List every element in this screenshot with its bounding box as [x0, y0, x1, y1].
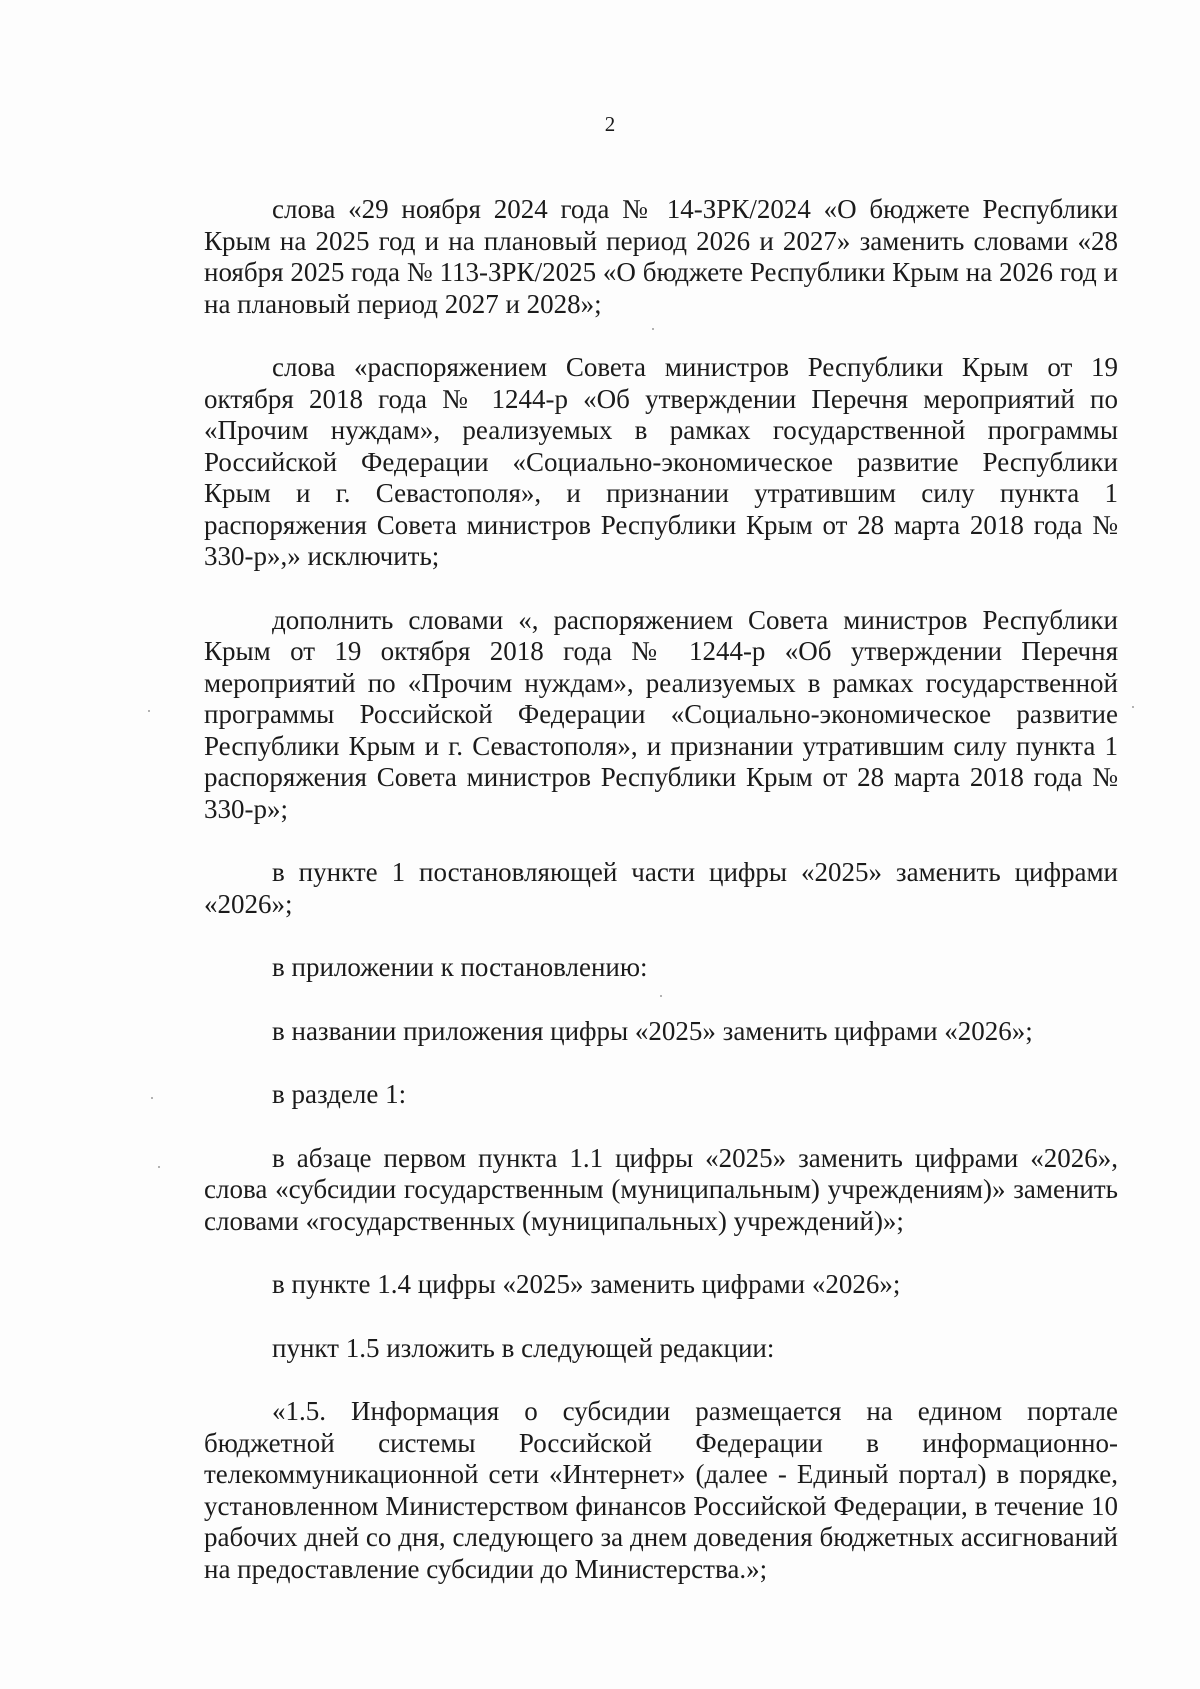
paragraph-item-1-5-text: «1.5. Информация о субсидии размещается на едином портале бюджетной системы Российской Федерации в информационно-телекоммуникационной сети «Интернет» (далее - Единый портал) в порядке, установленном Министерством финансов Российской Федерации, в течение 10 рабочих дней со дня, следующего за днем доведения бюджетных ассигнований на предоставление субсидии до Министерства.»;: [204, 1396, 1118, 1584]
paragraph-item-1-5-intro: пункт 1.5 изложить в следующей редакции:: [272, 1332, 775, 1363]
scan-speck: [1132, 706, 1134, 708]
document-body: [204, 194, 1118, 1617]
paragraph-add-order: дополнить словами «, распоряжением Совета министров Республики Крым от 19 октября 2018 года № 1244-р «Об утверждении Перечня мероприятий по «Прочим нуждам», реализуемых в рамках государственной программы Российской Федерации «Социально-экономическое развитие Республики Крым и г. Севастополя», и признании утратившим силу пункта 1 распоряжения Совета министров Республики Крым от 28 марта 2018 года № 330-р»;: [204, 604, 1118, 824]
page-number: 2: [604, 112, 616, 136]
paragraph-budget-law-replacement: слова «29 ноября 2024 года № 14-ЗРК/2024 «О бюджете Республики Крым на 2025 год и на плановый период 2026 и 2027» заменить словами «28 ноября 2025 года № 113-ЗРК/2025 «О бюджете Республики Крым на 2026 год и на плановый период 2027 и 2028»;: [204, 194, 1118, 319]
paragraph-exclude-order: слова «распоряжением Совета министров Республики Крым от 19 октября 2018 года № 1244-р «Об утверждении Перечня мероприятий по «Прочим нуждам», реализуемых в рамках государственной программы Российской Федерации «Социально-экономическое развитие Республики Крым и г. Севастополя», и признании утратившим силу пункта 1 распоряжения Совета министров Республики Крым от 28 марта 2018 года № 330-р»,» исключить;: [204, 352, 1118, 571]
paragraph-appendix-title: в названии приложения цифры «2025» заменить цифрами «2026»;: [272, 1015, 1033, 1046]
scan-speck: [148, 710, 150, 712]
paragraph-item-1-4: в пункте 1.4 цифры «2025» заменить цифрами «2026»;: [272, 1269, 901, 1299]
paragraph-clause-1: в пункте 1 постановляющей части цифры «2025» заменить цифрами «2026»;: [204, 857, 1118, 919]
scan-speck: [660, 995, 662, 997]
scan-speck: [652, 328, 654, 330]
paragraph-section-1: в разделе 1:: [272, 1079, 407, 1109]
paragraph-item-1-1: в абзаце первом пункта 1.1 цифры «2025» заменить цифрами «2026», слова «субсидии государственным (муниципальным) учреждениям)» заменить словами «государственных (муниципальных) учреждений)»;: [204, 1142, 1118, 1236]
paragraph-appendix-intro: в приложении к постановлению:: [272, 952, 648, 982]
scan-speck: [151, 1097, 153, 1099]
scan-speck: [158, 1166, 160, 1168]
